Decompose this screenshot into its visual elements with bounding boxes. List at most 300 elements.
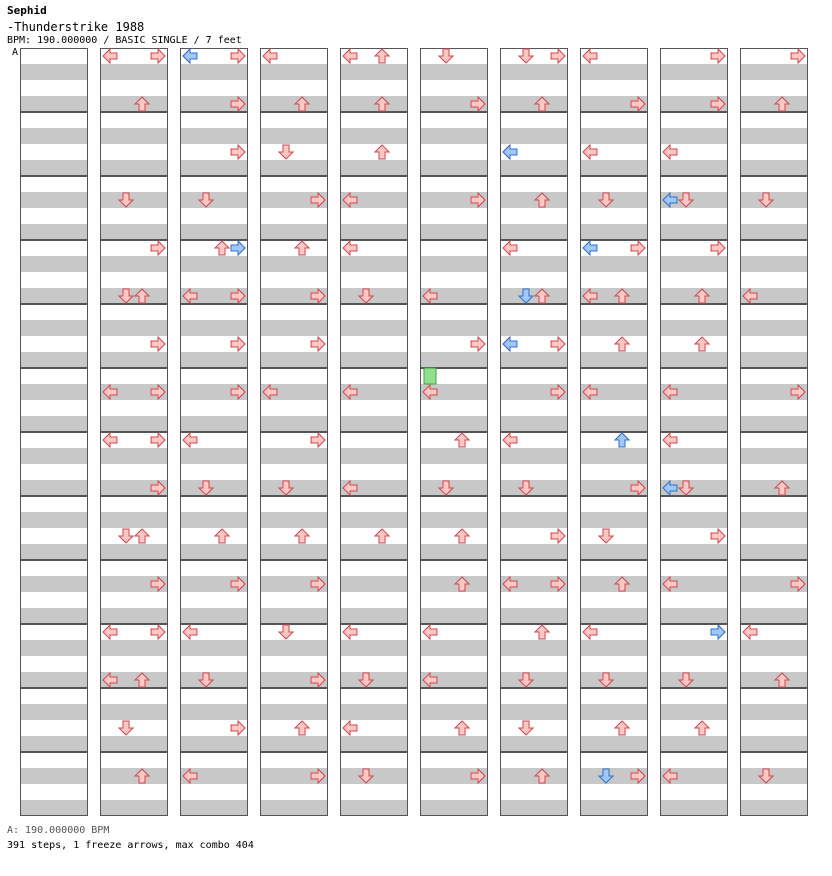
beat-stripe [260, 96, 328, 112]
beat-stripe [340, 160, 408, 176]
measure [340, 112, 408, 176]
beat-stripe [580, 576, 648, 592]
beat-stripe [660, 672, 728, 688]
beat-stripe [580, 256, 648, 272]
beat-stripe [20, 704, 88, 720]
beat-stripe [100, 512, 168, 528]
beat-stripe [740, 512, 808, 528]
beat-stripe [580, 224, 648, 240]
beat-stripe [20, 320, 88, 336]
measure [580, 752, 648, 816]
measure [740, 560, 808, 624]
beat-stripe [20, 576, 88, 592]
beat-stripe [20, 64, 88, 80]
measure [20, 432, 88, 496]
beat-stripe [340, 576, 408, 592]
measure [260, 496, 328, 560]
beat-stripe [740, 96, 808, 112]
beat-stripe [100, 768, 168, 784]
measure [660, 688, 728, 752]
beat-stripe [500, 512, 568, 528]
beat-stripe [100, 352, 168, 368]
beat-stripe [20, 128, 88, 144]
beat-stripe [500, 480, 568, 496]
beat-stripe [260, 352, 328, 368]
beat-stripe [500, 736, 568, 752]
beat-stripe [740, 544, 808, 560]
beat-stripe [340, 96, 408, 112]
measure [100, 176, 168, 240]
beat-stripe [260, 448, 328, 464]
beat-stripe [580, 448, 648, 464]
beat-stripe [580, 736, 648, 752]
beat-stripe [580, 512, 648, 528]
beat-stripe [20, 672, 88, 688]
beat-stripe [340, 544, 408, 560]
beat-stripe [340, 512, 408, 528]
beat-stripe [500, 640, 568, 656]
beat-stripe [20, 736, 88, 752]
beat-stripe [180, 256, 248, 272]
beat-stripe [740, 800, 808, 816]
chart-column [260, 48, 328, 816]
measure [660, 112, 728, 176]
beat-stripe [340, 608, 408, 624]
chart-column [100, 48, 168, 816]
beat-stripe [500, 352, 568, 368]
beat-stripe [260, 416, 328, 432]
beat-stripe [100, 544, 168, 560]
beat-stripe [100, 800, 168, 816]
beat-stripe [740, 608, 808, 624]
beat-stripe [660, 256, 728, 272]
beat-stripe [580, 704, 648, 720]
beat-stripe [660, 800, 728, 816]
measure [180, 112, 248, 176]
beat-stripe [420, 736, 488, 752]
measure [20, 752, 88, 816]
measure [580, 176, 648, 240]
chart-column [420, 48, 488, 816]
beat-stripe [420, 608, 488, 624]
measure [660, 752, 728, 816]
measure [180, 304, 248, 368]
beat-stripe [20, 512, 88, 528]
measure [100, 112, 168, 176]
beat-stripe [260, 544, 328, 560]
beat-stripe [340, 288, 408, 304]
beat-stripe [340, 736, 408, 752]
measure [740, 112, 808, 176]
beat-stripe [100, 288, 168, 304]
beat-stripe [580, 192, 648, 208]
beat-stripe [660, 416, 728, 432]
measure [500, 624, 568, 688]
beat-stripe [180, 512, 248, 528]
beat-stripe [420, 480, 488, 496]
beat-stripe [500, 448, 568, 464]
beat-stripe [180, 416, 248, 432]
beat-stripe [660, 352, 728, 368]
measure [660, 496, 728, 560]
beat-stripe [740, 128, 808, 144]
measure [260, 560, 328, 624]
beat-stripe [740, 352, 808, 368]
measure [580, 688, 648, 752]
beat-stripe [500, 192, 568, 208]
measure [660, 304, 728, 368]
beat-stripe [20, 768, 88, 784]
measure [260, 176, 328, 240]
song-title: -Thunderstrike 1988 [7, 20, 145, 34]
beat-stripe [420, 160, 488, 176]
beat-stripe [20, 256, 88, 272]
beat-stripe [20, 416, 88, 432]
measure [500, 560, 568, 624]
measure [20, 560, 88, 624]
beat-stripe [340, 64, 408, 80]
beat-stripe [260, 320, 328, 336]
measure [420, 496, 488, 560]
beat-stripe [660, 608, 728, 624]
beat-stripe [660, 160, 728, 176]
beat-stripe [20, 224, 88, 240]
measure [580, 560, 648, 624]
beat-stripe [20, 288, 88, 304]
beat-stripe [20, 384, 88, 400]
measure [20, 48, 88, 112]
beat-stripe [180, 480, 248, 496]
beat-stripe [340, 672, 408, 688]
measure [500, 304, 568, 368]
measure [100, 496, 168, 560]
measure [500, 688, 568, 752]
beat-stripe [580, 320, 648, 336]
beat-stripe [340, 640, 408, 656]
beat-stripe [180, 544, 248, 560]
measure [20, 240, 88, 304]
beat-stripe [740, 640, 808, 656]
measure [20, 496, 88, 560]
beat-stripe [660, 320, 728, 336]
beat-stripe [500, 416, 568, 432]
beat-stripe [420, 640, 488, 656]
measure [180, 176, 248, 240]
beat-stripe [180, 352, 248, 368]
measure [500, 176, 568, 240]
beat-stripe [20, 160, 88, 176]
measure [740, 496, 808, 560]
beat-stripe [340, 320, 408, 336]
beat-stripe [420, 416, 488, 432]
beat-stripe [660, 64, 728, 80]
measure [500, 112, 568, 176]
measure [660, 176, 728, 240]
measure [500, 752, 568, 816]
chart-info: BPM: 190.000000 / BASIC SINGLE / 7 feet [7, 35, 242, 46]
measure [180, 752, 248, 816]
freeze-arrow [424, 368, 436, 384]
measure [340, 560, 408, 624]
beat-stripe [100, 160, 168, 176]
chart-column [580, 48, 648, 816]
artist-name: Sephid [7, 4, 47, 17]
beat-stripe [500, 224, 568, 240]
measure [420, 688, 488, 752]
beat-stripe [740, 192, 808, 208]
beat-stripe [260, 160, 328, 176]
beat-stripe [580, 544, 648, 560]
measure [100, 304, 168, 368]
beat-stripe [740, 160, 808, 176]
beat-stripe [260, 480, 328, 496]
beat-stripe [180, 448, 248, 464]
beat-stripe [580, 160, 648, 176]
measure [100, 368, 168, 432]
beat-stripe [20, 544, 88, 560]
beat-stripe [660, 736, 728, 752]
beat-stripe [100, 128, 168, 144]
beat-stripe [420, 128, 488, 144]
measure [420, 176, 488, 240]
beat-stripe [340, 128, 408, 144]
measure [740, 368, 808, 432]
chart-column [740, 48, 808, 816]
beat-stripe [660, 704, 728, 720]
beat-stripe [260, 128, 328, 144]
beat-stripe [20, 640, 88, 656]
beat-stripe [500, 800, 568, 816]
beat-stripe [100, 256, 168, 272]
beat-stripe [740, 64, 808, 80]
beat-stripe [420, 544, 488, 560]
beat-stripe [20, 800, 88, 816]
beat-stripe [500, 128, 568, 144]
measure [20, 688, 88, 752]
beat-stripe [100, 448, 168, 464]
measure [420, 112, 488, 176]
measure [740, 752, 808, 816]
beat-stripe [340, 256, 408, 272]
beat-stripe [180, 736, 248, 752]
beat-stripe [740, 704, 808, 720]
measure [20, 368, 88, 432]
beat-stripe [20, 96, 88, 112]
measure [20, 624, 88, 688]
beat-stripe [180, 192, 248, 208]
beat-stripe [340, 224, 408, 240]
bpm-summary: A: 190.000000 BPM [7, 825, 110, 836]
beat-stripe [180, 800, 248, 816]
measure [180, 368, 248, 432]
measure [180, 496, 248, 560]
measure [340, 688, 408, 752]
beat-stripe [500, 288, 568, 304]
measure [340, 176, 408, 240]
beat-stripe [20, 608, 88, 624]
measure [260, 304, 328, 368]
measure [340, 752, 408, 816]
beat-stripe [740, 480, 808, 496]
beat-stripe [740, 256, 808, 272]
measure [580, 368, 648, 432]
beat-stripe [180, 128, 248, 144]
step-stats: 391 steps, 1 freeze arrows, max combo 404 [7, 840, 254, 851]
beat-stripe [420, 256, 488, 272]
beat-stripe [340, 768, 408, 784]
beat-stripe [260, 224, 328, 240]
beat-stripe [100, 416, 168, 432]
measure [180, 688, 248, 752]
beat-stripe [100, 704, 168, 720]
chart-column [500, 48, 568, 816]
measure [260, 368, 328, 432]
beat-stripe [420, 704, 488, 720]
beat-stripe [100, 64, 168, 80]
beat-stripe [420, 800, 488, 816]
measure [20, 176, 88, 240]
beat-stripe [100, 96, 168, 112]
beat-stripe [660, 288, 728, 304]
beat-stripe [100, 224, 168, 240]
beat-stripe [580, 800, 648, 816]
measure [580, 112, 648, 176]
beat-stripe [20, 352, 88, 368]
measure [420, 752, 488, 816]
beat-stripe [20, 448, 88, 464]
beat-stripe [180, 224, 248, 240]
measure [260, 752, 328, 816]
measure [580, 496, 648, 560]
chart-column [180, 48, 248, 816]
beat-stripe [500, 256, 568, 272]
measure [340, 304, 408, 368]
beat-stripe [580, 416, 648, 432]
beat-stripe [180, 608, 248, 624]
measure [740, 688, 808, 752]
measure [180, 560, 248, 624]
beat-stripe [100, 192, 168, 208]
beat-stripe [420, 64, 488, 80]
beat-stripe [420, 448, 488, 464]
beat-stripe [180, 320, 248, 336]
beat-stripe [260, 800, 328, 816]
beat-stripe [740, 224, 808, 240]
beat-stripe [580, 640, 648, 656]
beat-stripe [100, 640, 168, 656]
beat-stripe [100, 320, 168, 336]
measure [660, 560, 728, 624]
measure [340, 496, 408, 560]
beat-stripe [340, 704, 408, 720]
beat-stripe [260, 640, 328, 656]
measure [340, 368, 408, 432]
measure [740, 176, 808, 240]
measure [740, 304, 808, 368]
measure [20, 304, 88, 368]
beat-stripe [420, 224, 488, 240]
measure [500, 496, 568, 560]
beat-stripe [340, 416, 408, 432]
beat-stripe [580, 352, 648, 368]
beat-stripe [500, 608, 568, 624]
beat-stripe [740, 416, 808, 432]
beat-stripe [660, 224, 728, 240]
bpm-segment-label: A [12, 47, 19, 58]
chart-column [340, 48, 408, 816]
beat-stripe [20, 480, 88, 496]
beat-stripe [740, 672, 808, 688]
beat-stripe [180, 160, 248, 176]
measure [100, 752, 168, 816]
measure [580, 304, 648, 368]
beat-stripe [740, 768, 808, 784]
beat-stripe [260, 64, 328, 80]
beat-stripe [260, 608, 328, 624]
chart-column [20, 48, 88, 816]
beat-stripe [260, 736, 328, 752]
chart-column [660, 48, 728, 816]
beat-stripe [420, 352, 488, 368]
beat-stripe [660, 448, 728, 464]
measure [100, 688, 168, 752]
beat-stripe [740, 448, 808, 464]
beat-stripe [740, 736, 808, 752]
measure [260, 688, 328, 752]
beat-stripe [500, 672, 568, 688]
measure [500, 368, 568, 432]
beat-stripe [260, 704, 328, 720]
beat-stripe [100, 736, 168, 752]
beat-stripe [420, 576, 488, 592]
beat-stripe [340, 352, 408, 368]
measure [260, 112, 328, 176]
beat-stripe [580, 64, 648, 80]
beat-stripe [420, 512, 488, 528]
beat-stripe [180, 672, 248, 688]
beat-stripe [500, 320, 568, 336]
beat-stripe [660, 512, 728, 528]
beat-stripe [340, 800, 408, 816]
beat-stripe [580, 128, 648, 144]
beat-stripe [500, 768, 568, 784]
measure [740, 432, 808, 496]
beat-stripe [340, 448, 408, 464]
beat-stripe [660, 128, 728, 144]
beat-stripe [500, 160, 568, 176]
measure [100, 560, 168, 624]
beat-stripe [260, 512, 328, 528]
beat-stripe [100, 608, 168, 624]
beat-stripe [660, 640, 728, 656]
measure [420, 432, 488, 496]
beat-stripe [180, 704, 248, 720]
beat-stripe [580, 608, 648, 624]
beat-stripe [660, 544, 728, 560]
measure [20, 112, 88, 176]
beat-stripe [580, 672, 648, 688]
measure [420, 560, 488, 624]
beat-stripe [260, 256, 328, 272]
beat-stripe [500, 64, 568, 80]
beat-stripe [180, 640, 248, 656]
beat-stripe [500, 704, 568, 720]
measure [420, 304, 488, 368]
beat-stripe [420, 320, 488, 336]
beat-stripe [500, 544, 568, 560]
beat-stripe [20, 192, 88, 208]
beat-stripe [500, 96, 568, 112]
